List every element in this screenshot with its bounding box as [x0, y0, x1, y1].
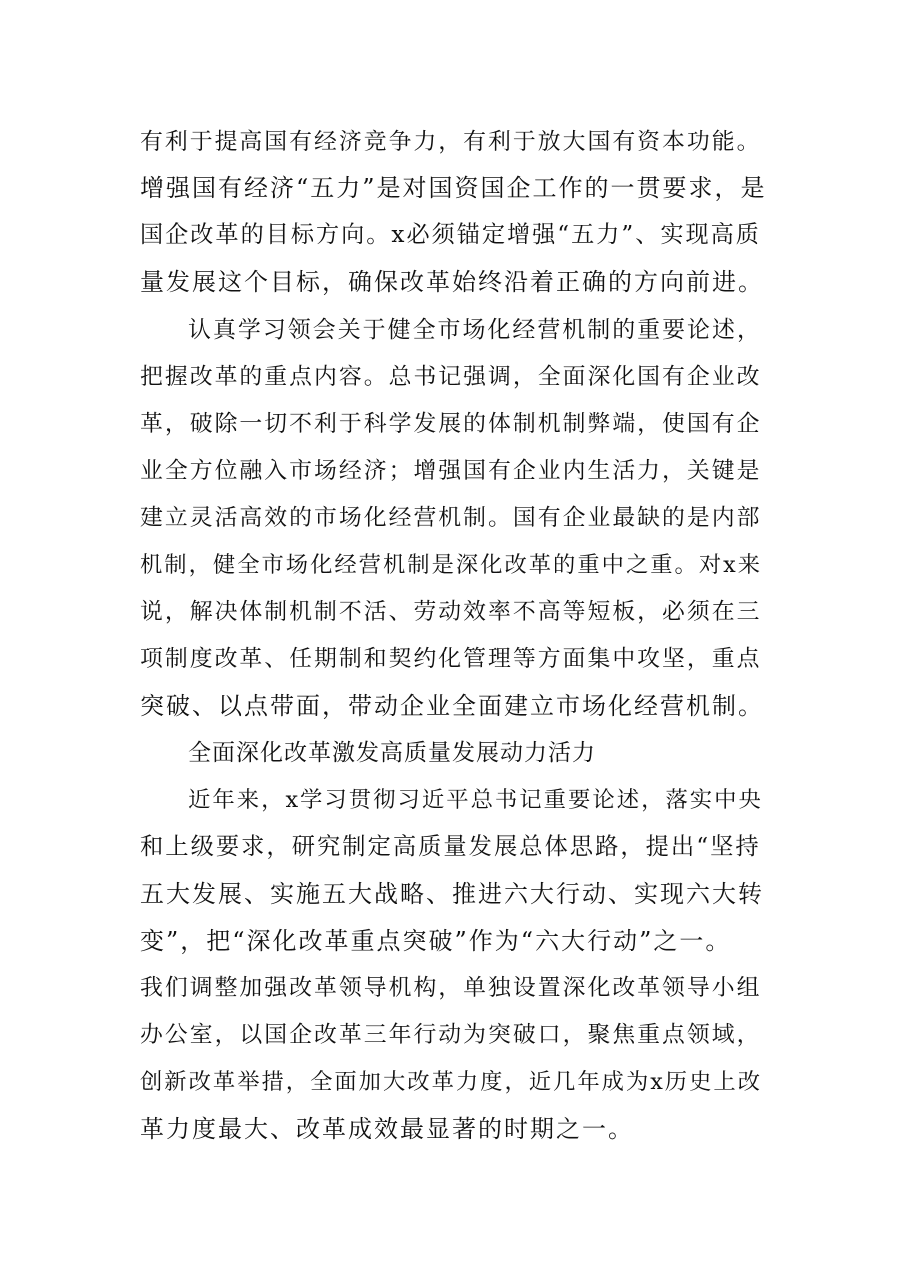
paragraph-line: 近年来，x学习贯彻习近平总书记重要论述，落实中央: [188, 787, 763, 813]
paragraph-line: 革力度最大、改革成效最显著的时期之一。: [140, 1115, 634, 1143]
section-heading: 全面深化改革激发高质量发展动力活力: [188, 740, 596, 766]
paragraph-line: 革，破除一切不利于科学发展的体制机制弊端，使国有企: [140, 411, 762, 437]
paragraph-line: 突破、以点带面，带动企业全面建立市场化经营机制。: [140, 692, 764, 720]
paragraph-line: 项制度改革、任期制和契约化管理等方面集中攻坚，重点: [140, 646, 762, 672]
paragraph-line: 认真学习领会关于健全市场化经营机制的重要论述，: [188, 317, 762, 343]
paragraph-line: 业全方位融入市场经济；增强国有企业内生活力，关键是: [140, 458, 762, 484]
paragraph-line: 说，解决体制机制不活、劳动效率不高等短板，必须在三: [140, 599, 762, 625]
paragraph-line: 把握改革的重点内容。总书记强调，全面深化国有企业改: [140, 364, 762, 390]
paragraph-line: 建立灵活高效的市场化经营机制。国有企业最缺的是内部: [140, 505, 762, 531]
paragraph-line: 量发展这个目标，确保改革始终沿着正确的方向前进。: [140, 268, 764, 296]
paragraph-line: 增强国有经济“五力”是对国资国企工作的一贯要求，是: [140, 174, 767, 202]
paragraph-line: 机制，健全市场化经营机制是深化改革的重中之重。对x来: [140, 552, 762, 578]
paragraph-line: 我们调整加强改革领导机构，单独设置深化改革领导小组: [140, 975, 762, 1001]
paragraph-line: 办公室，以国企改革三年行动为突破口，聚焦重点领域，: [140, 1022, 762, 1048]
paragraph-line: 变”，把“深化改革重点突破”作为“六大行动”之一。: [140, 927, 732, 955]
paragraph-line: 五大发展、实施五大战略、推进六大行动、实现六大转: [140, 880, 764, 908]
paragraph-line: 有利于提高国有经济竞争力，有利于放大国有资本功能。: [140, 129, 762, 155]
paragraph-line: 国企改革的目标方向。x必须锚定增强“五力”、实现高质: [140, 222, 761, 248]
paragraph-line: 创新改革举措，全面加大改革力度，近几年成为x历史上改: [140, 1069, 762, 1095]
paragraph-line: 和上级要求，研究制定高质量发展总体思路，提出“坚持: [140, 833, 761, 860]
